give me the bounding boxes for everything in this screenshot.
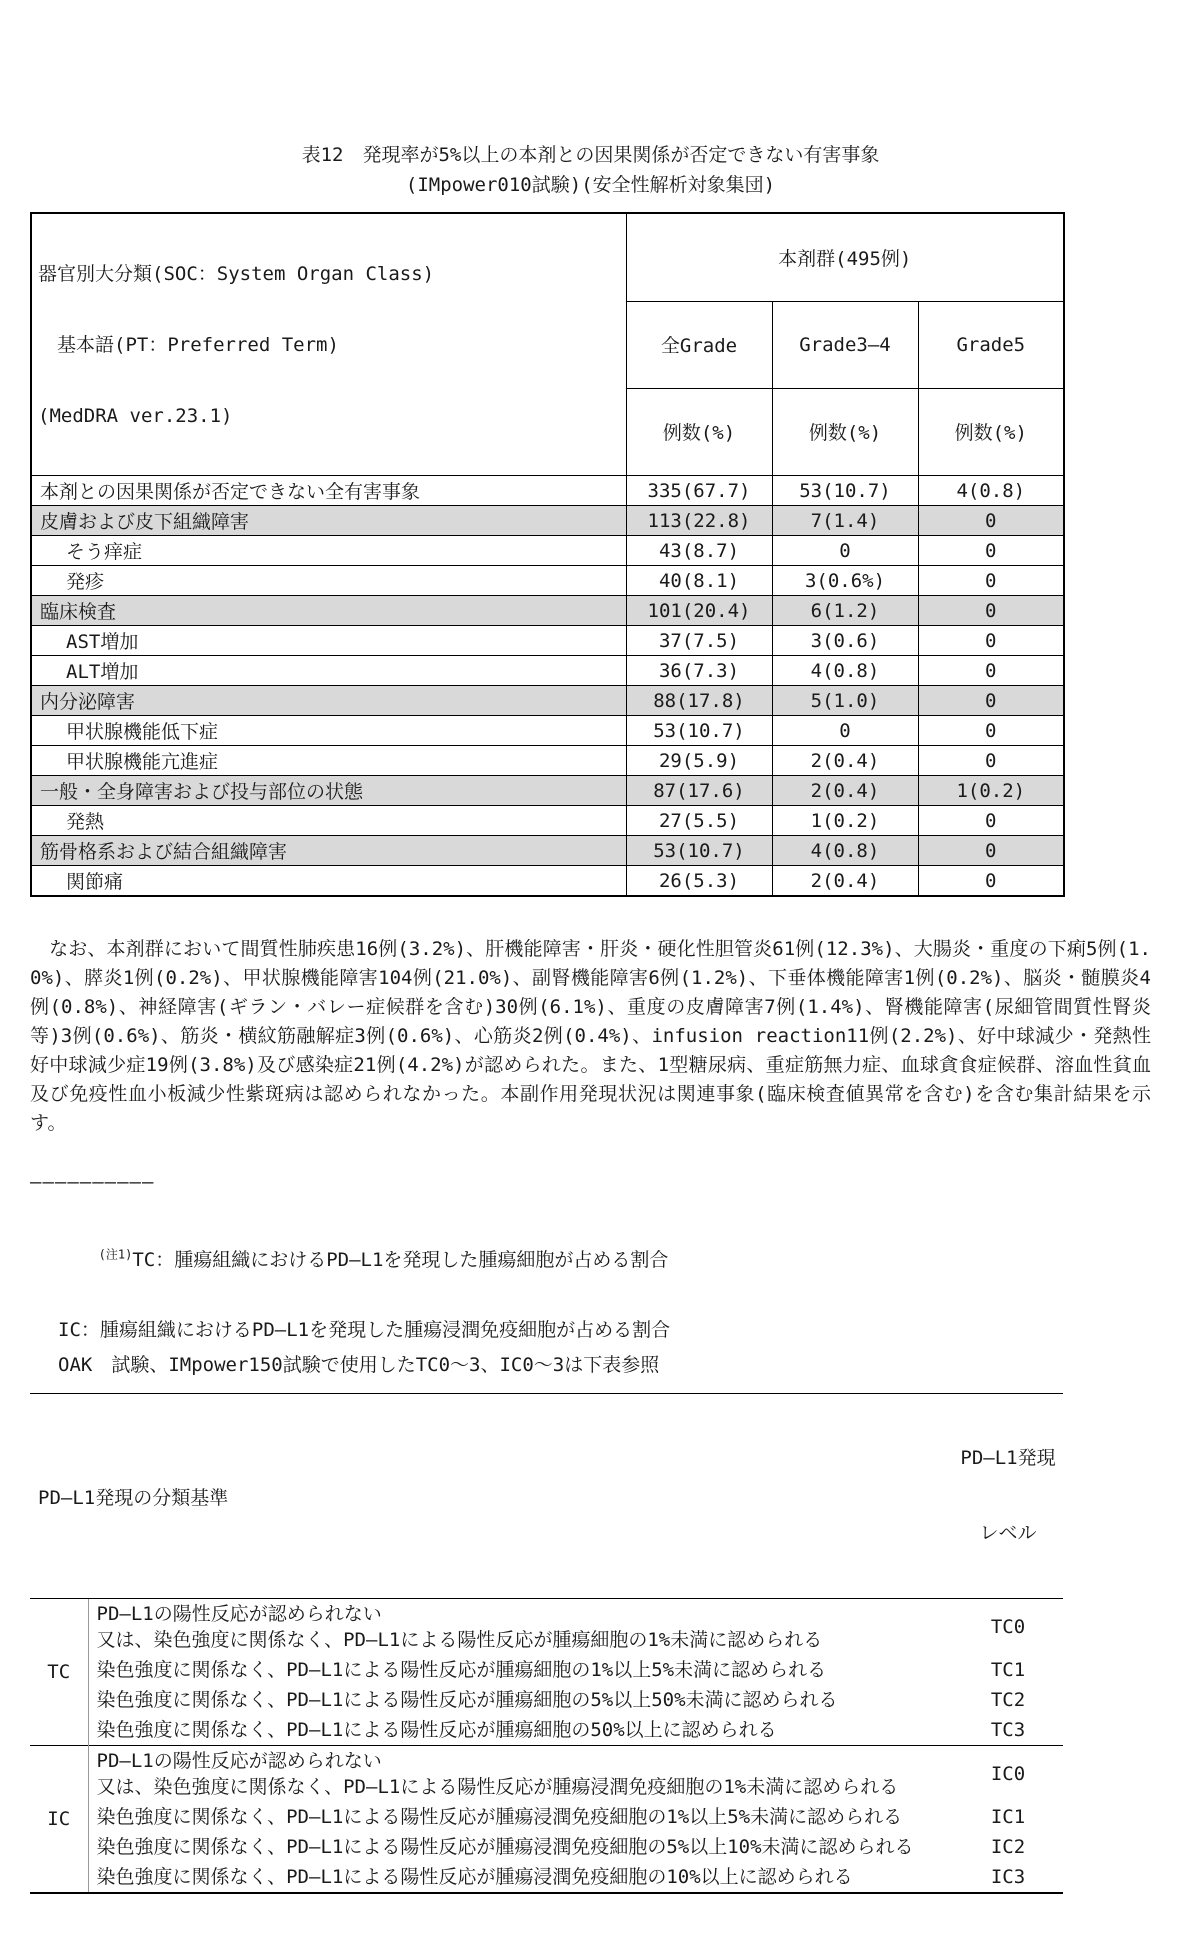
count-percent-value: 335(67.7) xyxy=(626,476,772,506)
count-percent-value: 53(10.7) xyxy=(626,716,772,746)
table12-subtitle: (IMpower010試験)(安全性解析対象集団) xyxy=(405,174,776,196)
count-percent-value: 40(8.1) xyxy=(626,566,772,596)
count-percent-value: 3(0.6) xyxy=(772,626,918,656)
count-percent-value: 101(20.4) xyxy=(626,596,772,626)
treatment-group-header: 本剤群(495例) xyxy=(626,213,1064,301)
footnote-tc-text: TC：腫瘍組織におけるPD—L1を発現した腫瘍細胞が占める割合 xyxy=(132,1249,669,1271)
pdl1-criteria-row xyxy=(30,1599,1063,1656)
pdl1-classification-table xyxy=(30,1393,1063,1894)
count-percent-value: 0 xyxy=(918,596,1064,626)
pdl1-criteria-row xyxy=(30,1862,1063,1893)
count-percent-value: 4(0.8) xyxy=(772,836,918,866)
count-percent-value: 87(17.6) xyxy=(626,776,772,806)
pdl1-criteria-description xyxy=(88,1746,953,1803)
soc-pt-label: 関節痛 xyxy=(31,866,626,897)
count-percent-value: 0 xyxy=(918,626,1064,656)
soc-pt-label: 甲状腺機能亢進症 xyxy=(31,746,626,776)
pdl1-criteria-description-line: 又は、染色強度に関係なく、PD—L1による陽性反応が腫瘍浸潤免疫細胞の1%未満に認められる xyxy=(96,1776,899,1798)
count-percent-value: 0 xyxy=(772,536,918,566)
count-percent-value: 36(7.3) xyxy=(626,656,772,686)
pdl1-header-row xyxy=(30,1394,1063,1599)
pdl1-group-label: TC xyxy=(47,1661,71,1683)
pdl1-criteria-description xyxy=(88,1832,953,1862)
pdl1-level-value: IC0 xyxy=(953,1746,1063,1803)
pdl1-level-value: IC3 xyxy=(990,1866,1026,1888)
pdl1-criteria-description xyxy=(88,1862,953,1893)
footnote-ic: IC：腫瘍組織におけるPD—L1を発現した腫瘍浸潤免疫細胞が占める割合 xyxy=(58,1319,671,1341)
pdl1-criteria-row xyxy=(30,1715,1063,1746)
count-percent-value: 7(1.4) xyxy=(772,506,918,536)
adverse-events-note-paragraph: なお、本剤群において間質性肺疾患16例(3.2%)、肝機能障害・肝炎・硬化性胆管炎61例(12.3%)、大腸炎・重度の下痢5例(1.0%)、膵炎1例(0.2%)、甲状腺機能障害104例(21.0%)、副腎機能障害6例(1.2%)、下垂体機能障害1例(0.2%)、脳炎・髄膜炎4例(0.8%)、神経障害(ギラン・バレー症候群を含む)30例(6.1%)、重度の皮膚障害7例(1.4%)、腎機能障害(尿細管間質性腎炎等)3例(0.6%)、筋炎・横紋筋融解症3例(0.6%)、心筋炎2例(0.4%)、infusion reaction11例(2.2%)、好中球減少・発熱性好中球減少症19例(3.8%)及び感染症21例(4.2%)が認められた。また、1型糖尿病、重症筋無力症、血球貪食症候群、溶血性貧血及び免疫性血小板減少性紫斑病は認められなかった。本副作用発現状況は関連事象(臨床検査値異常を含む)を含む集計結果を示す。 xyxy=(30,938,1151,1134)
table-row xyxy=(31,476,1064,506)
footnote-tc xyxy=(30,1208,1151,1313)
count-percent-value: 26(5.3) xyxy=(626,866,772,897)
table-row xyxy=(31,686,1064,716)
soc-pt-label: 発熱 xyxy=(31,806,626,836)
soc-pt-label: ALT増加 xyxy=(31,656,626,686)
subheader-count-percent-2: 例数(%) xyxy=(772,388,918,475)
pdl1-criteria-description-line: 染色強度に関係なく、PD—L1による陽性反応が腫瘍浸潤免疫細胞の1%以上5%未満に認められる xyxy=(96,1806,903,1828)
soc-pt-label: AST増加 xyxy=(31,626,626,656)
count-percent-value: 2(0.4) xyxy=(772,746,918,776)
pdl1-criteria-row xyxy=(30,1802,1063,1832)
count-percent-value: 2(0.4) xyxy=(772,776,918,806)
pdl1-criteria-description xyxy=(88,1685,953,1715)
pdl1-criteria-description xyxy=(88,1802,953,1832)
table-row xyxy=(31,866,1064,897)
pdl1-criteria-row xyxy=(30,1655,1063,1685)
table-row xyxy=(31,836,1064,866)
count-percent-value: 0 xyxy=(918,506,1064,536)
count-percent-value: 53(10.7) xyxy=(772,476,918,506)
pdl1-criteria-description-line: 又は、染色強度に関係なく、PD—L1による陽性反応が腫瘍細胞の1%未満に認められる xyxy=(96,1629,823,1651)
count-percent-value: 1(0.2) xyxy=(772,806,918,836)
meddra-version-line: (MedDRA ver.23.1) xyxy=(38,405,233,427)
pdl1-criteria-description xyxy=(88,1599,953,1656)
soc-pt-label: 発疹 xyxy=(31,566,626,596)
table-row xyxy=(31,656,1064,686)
soc-pt-label: 内分泌障害 xyxy=(31,686,626,716)
count-percent-value: 53(10.7) xyxy=(626,836,772,866)
table-row xyxy=(31,776,1064,806)
table-row xyxy=(31,626,1064,656)
adverse-events-table xyxy=(30,212,1065,897)
soc-pt-label: 臨床検査 xyxy=(31,596,626,626)
pdl1-level-header-line2: レベル xyxy=(979,1522,1037,1544)
count-percent-value: 0 xyxy=(918,806,1064,836)
pdl1-criteria-description-line: 染色強度に関係なく、PD—L1による陽性反応が腫瘍浸潤免疫細胞の10%以上に認められる xyxy=(96,1866,853,1888)
count-percent-value: 43(8.7) xyxy=(626,536,772,566)
count-percent-value: 113(22.8) xyxy=(626,506,772,536)
count-percent-value: 27(5.5) xyxy=(626,806,772,836)
table-row xyxy=(31,596,1064,626)
pdl1-level-value: IC2 xyxy=(990,1836,1026,1858)
pdl1-criteria-row xyxy=(30,1685,1063,1715)
count-percent-value: 0 xyxy=(918,656,1064,686)
count-percent-value: 5(1.0) xyxy=(772,686,918,716)
pt-header-line: 基本語(PT：Preferred Term) xyxy=(38,334,339,356)
pdl1-criteria-description-line: PD—L1の陽性反応が認められない xyxy=(96,1603,382,1625)
pdl1-criteria-row xyxy=(30,1832,1063,1862)
pdl1-criteria-row xyxy=(30,1746,1063,1803)
pdl1-criteria-description-line: 染色強度に関係なく、PD—L1による陽性反応が腫瘍細胞の1%以上5%未満に認められる xyxy=(96,1659,827,1681)
table-row xyxy=(31,806,1064,836)
count-percent-value: 0 xyxy=(918,566,1064,596)
soc-pt-label: 甲状腺機能低下症 xyxy=(31,716,626,746)
count-percent-value: 37(7.5) xyxy=(626,626,772,656)
count-percent-value: 0 xyxy=(918,536,1064,566)
soc-pt-label: 筋骨格系および結合組織障害 xyxy=(31,836,626,866)
adverse-events-body xyxy=(31,476,1064,897)
subheader-count-percent-1: 例数(%) xyxy=(626,388,772,475)
pdl1-level-value: TC0 xyxy=(990,1616,1026,1638)
count-percent-value: 6(1.2) xyxy=(772,596,918,626)
footnote-divider: ―――――――――― xyxy=(30,1171,155,1193)
table-row xyxy=(31,536,1064,566)
col-header-grade3-4: Grade3—4 xyxy=(772,301,918,388)
pdl1-criteria-description-line: 染色強度に関係なく、PD—L1による陽性反応が腫瘍浸潤免疫細胞の5%以上10%未満に認められる xyxy=(96,1836,914,1858)
count-percent-value: 4(0.8) xyxy=(772,656,918,686)
pdl1-level-header-line1: PD—L1発現 xyxy=(960,1447,1056,1469)
pdl1-level-value: TC1 xyxy=(990,1659,1026,1681)
footnote-1-marker: (注1) xyxy=(98,1247,133,1262)
count-percent-value: 0 xyxy=(918,836,1064,866)
pdl1-criteria-description-line: PD—L1の陽性反応が認められない xyxy=(96,1750,382,1772)
pdl1-group-label: IC xyxy=(30,1746,88,1894)
pdl1-criteria-header: PD—L1発現の分類基準 xyxy=(30,1394,953,1599)
count-percent-value: 0 xyxy=(918,746,1064,776)
pdl1-criteria-description-line: 染色強度に関係なく、PD—L1による陽性反応が腫瘍細胞の50%以上に認められる xyxy=(96,1719,777,1741)
pdl1-criteria-description xyxy=(88,1715,953,1746)
soc-pt-label: 本剤との因果関係が否定できない全有害事象 xyxy=(31,476,626,506)
table-row xyxy=(31,566,1064,596)
count-percent-value: 0 xyxy=(918,866,1064,897)
count-percent-value: 0 xyxy=(772,716,918,746)
col-header-all-grade: 全Grade xyxy=(626,301,772,388)
count-percent-value: 88(17.8) xyxy=(626,686,772,716)
soc-pt-header-cell xyxy=(31,213,626,476)
soc-pt-label: 皮膚および皮下組織障害 xyxy=(31,506,626,536)
count-percent-value: 1(0.2) xyxy=(918,776,1064,806)
table-row xyxy=(31,746,1064,776)
soc-pt-label: そう痒症 xyxy=(31,536,626,566)
pdl1-level-header xyxy=(953,1394,1063,1599)
table12-title: 表12 発現率が5%以上の本剤との因果関係が否定できない有害事象 xyxy=(301,144,880,166)
pdl1-criteria-description-line: 染色強度に関係なく、PD—L1による陽性反応が腫瘍細胞の5%以上50%未満に認められる xyxy=(96,1689,838,1711)
count-percent-value: 4(0.8) xyxy=(918,476,1064,506)
footnotes-block xyxy=(30,1208,1151,1383)
pdl1-level-value: IC1 xyxy=(990,1806,1026,1828)
count-percent-value: 0 xyxy=(918,686,1064,716)
pdl1-level-value: TC2 xyxy=(990,1689,1026,1711)
table-header-row xyxy=(31,213,1064,301)
count-percent-value: 0 xyxy=(918,716,1064,746)
col-header-grade5: Grade5 xyxy=(918,301,1064,388)
footnote-oak: OAK 試験、IMpower150試験で使用したTC0〜3、IC0〜3は下表参照 xyxy=(58,1354,660,1376)
table-row xyxy=(31,716,1064,746)
soc-pt-label: 一般・全身障害および投与部位の状態 xyxy=(31,776,626,806)
subheader-count-percent-3: 例数(%) xyxy=(918,388,1064,475)
count-percent-value: 2(0.4) xyxy=(772,866,918,897)
count-percent-value: 3(0.6%) xyxy=(772,566,918,596)
table-row xyxy=(31,506,1064,536)
soc-header-line: 器官別大分類(SOC：System Organ Class) xyxy=(38,263,435,285)
count-percent-value: 29(5.9) xyxy=(626,746,772,776)
pdl1-criteria-description xyxy=(88,1655,953,1685)
pdl1-level-value: TC3 xyxy=(990,1719,1026,1741)
